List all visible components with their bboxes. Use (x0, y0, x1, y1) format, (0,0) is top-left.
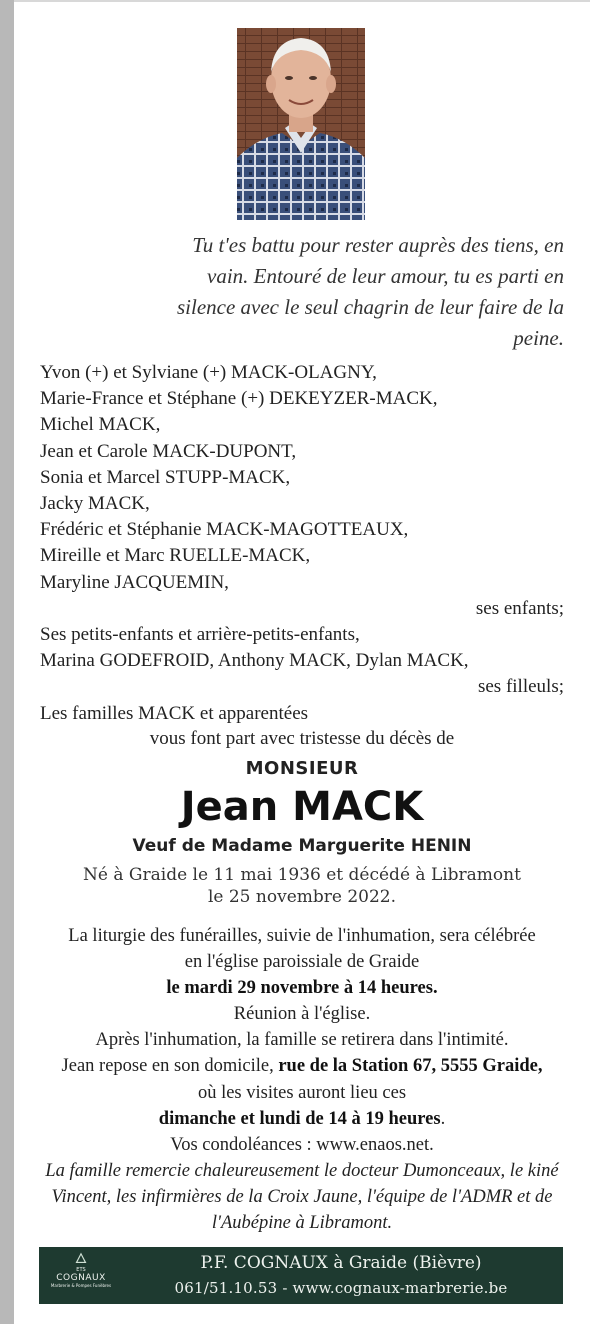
poem-line: silence avec le seul chagrin de leur faire de la (176, 295, 564, 319)
family-line: Marina GODEFROID, Anthony MACK, Dylan MACK, (40, 650, 469, 672)
portrait-illustration (237, 28, 365, 220)
funeral-home-name: P.F. COGNAUX à Graide (Bièvre) (200, 1253, 482, 1273)
funeral-home-contact: 061/51.10.53 - www.cognaux-marbrerie.be (174, 1279, 508, 1297)
family-line: Jacky MACK, (40, 493, 150, 515)
home-address: rue de la Station 67, 5555 Graide, (278, 1056, 543, 1077)
family-list (40, 360, 564, 727)
deceased-spouse: Veuf de Madame Marguerite HENIN (132, 836, 472, 856)
cognaux-logo (49, 1251, 113, 1301)
logo-brand: COGNAUX (56, 1273, 106, 1283)
rest-line (40, 1053, 564, 1079)
poem-line: vain. Entouré de leur amour, tu es parti en (207, 264, 564, 288)
condolences-line: Vos condoléances : www.enaos.net. (170, 1134, 434, 1155)
thanks-line: Vincent, les infirmières de la Croix Jaune, l'équipe de l'ADMR et de (51, 1186, 553, 1207)
family-line: Mireille et Marc RUELLE-MACK, (40, 545, 311, 567)
dates-line: Né à Graide le 11 mai 1936 et décédé à Libramont (83, 865, 521, 885)
liturgy-line: La liturgie des funérailles, suivie de l'inhumation, sera célébrée (68, 926, 536, 946)
flame-icon: 🜂 (74, 1251, 88, 1267)
thanks-line: l'Aubépine à Libramont. (211, 1213, 393, 1234)
family-line: Frédéric et Stéphanie MACK-MAGOTTEAUX, (40, 519, 409, 541)
left-gray-bar (0, 0, 14, 1324)
poem-text (160, 230, 564, 354)
family-role-label: ses enfants; (475, 597, 564, 619)
family-line: Les familles MACK et apparentées (40, 702, 309, 724)
family-line: Ses petits-enfants et arrière-petits-enfants, (40, 624, 360, 646)
meeting-line: Réunion à l'église. (233, 1004, 371, 1025)
portrait-photo (237, 28, 365, 220)
top-border (14, 0, 590, 2)
visits-line (40, 1106, 564, 1132)
family-line: Maryline JACQUEMIN, (40, 571, 229, 593)
funeral-home-banner (39, 1247, 563, 1304)
logo-prefix: ETS (76, 1267, 86, 1273)
dates-line: le 25 novembre 2022. (207, 887, 397, 907)
funeral-details (40, 923, 564, 1236)
deceased-title: MONSIEUR (245, 758, 359, 779)
logo-tagline: Marbrerie & Pompes Funèbres (50, 1283, 112, 1288)
announcement-text: vous font part avec tristesse du décès de (149, 728, 455, 749)
family-line: Sonia et Marcel STUPP-MACK, (40, 466, 291, 488)
family-line: Michel MACK, (40, 414, 161, 436)
after-burial-line: Après l'inhumation, la famille se retirera dans l'intimité. (95, 1030, 509, 1051)
visits-intro: où les visites auront lieu ces (197, 1082, 407, 1103)
family-line: Marie-France et Stéphane (+) DEKEYZER-MACK, (40, 388, 438, 410)
birth-death-dates (40, 864, 564, 908)
visits-time: dimanche et lundi de 14 à 19 heures (158, 1108, 441, 1129)
poem-line: peine. (513, 326, 564, 350)
family-line: Jean et Carole MACK-DUPONT, (40, 440, 297, 462)
family-line: Yvon (+) et Sylviane (+) MACK-OLAGNY, (40, 362, 377, 383)
thanks-line: La famille remercie chaleureusement le docteur Dumonceaux, le kiné (45, 1160, 559, 1181)
family-role-label: ses filleuls; (477, 676, 564, 698)
liturgy-line: en l'église paroissiale de Graide (184, 952, 420, 973)
rest-prefix: Jean repose en son domicile, (61, 1056, 279, 1077)
funeral-date: le mardi 29 novembre à 14 heures. (166, 978, 438, 999)
poem-line: Tu t'es battu pour rester auprès des tiens, en (192, 233, 564, 257)
deceased-name: Jean MACK (180, 784, 424, 830)
visits-end: . (440, 1108, 446, 1129)
